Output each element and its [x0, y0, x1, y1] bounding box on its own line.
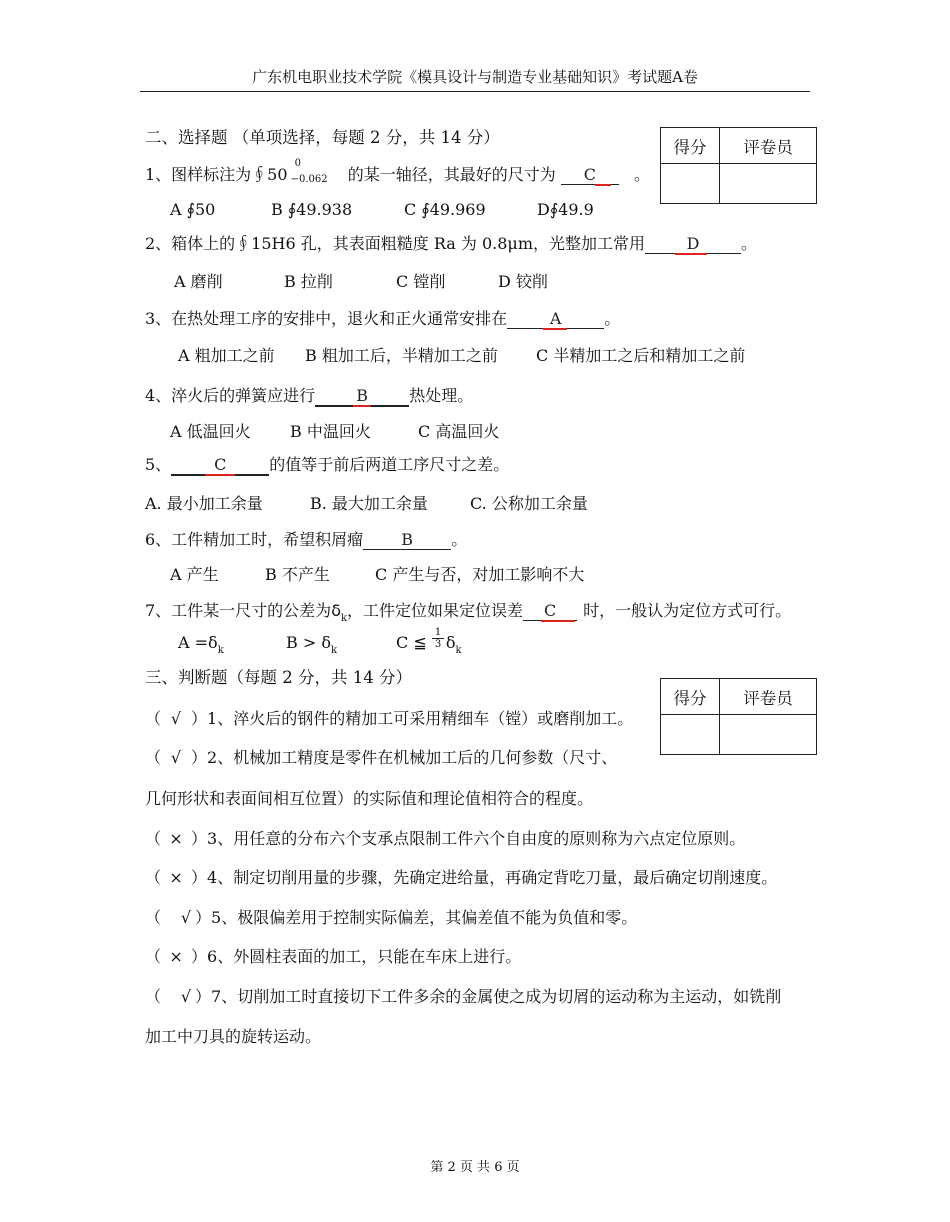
q3-option-b: B 粗加工后，半精加工之前: [305, 346, 498, 365]
q3-answer-blank[interactable]: [507, 309, 604, 329]
q6-answer-blank[interactable]: [363, 530, 451, 550]
question-2: 2、箱体上的∮15H6 孔，其表面粗糙度 Ra 为 0.8μm，光整加工常用 D 。: [145, 234, 758, 253]
header-rule: [140, 91, 810, 92]
q7-option-a: $A =\delta_k$: [178, 633, 224, 656]
grader-label: 评卷员: [720, 128, 817, 164]
judge-mark-3[interactable]: ×: [169, 829, 183, 848]
grader-cell[interactable]: [720, 715, 817, 755]
score-cell[interactable]: [661, 164, 720, 204]
question-5: 5、 C 的值等于前后两道工序尺寸之差。: [145, 455, 510, 474]
q1-option-a: A ∮50: [170, 200, 216, 219]
q1-answer-blank[interactable]: [561, 165, 619, 185]
red-mark: [353, 405, 371, 407]
q2-answer-blank[interactable]: [645, 234, 741, 254]
q1-tol-lower: −0.062: [290, 174, 328, 185]
judge-item-2-continued: 几何形状和表面间相互位置）的实际值和理论值相符合的程度。: [145, 789, 594, 808]
q2-option-b: B 拉削: [284, 272, 333, 291]
page-footer: 第 2 页 共 6 页: [430, 1160, 520, 1175]
q6-option-b: B 不产生: [265, 565, 330, 584]
q1-option-b: B ∮49.938: [271, 200, 353, 219]
q2-option-c: C 镗削: [396, 272, 446, 291]
judge-item-2: （ √ ）2、机械加工精度是零件在机械加工后的几何参数（尺寸、: [145, 748, 618, 767]
judge-item-6: （ × ）6、外圆柱表面的加工，只能在车床上进行。: [145, 947, 522, 966]
q5-option-c: C. 公称加工余量: [470, 494, 588, 513]
q4-option-c: C 高温回火: [418, 422, 500, 441]
q1-text: 1、图样标注为∮50: [145, 165, 288, 184]
q4-answer: B: [356, 386, 369, 405]
q3-option-c: C 半精加工之后和精加工之前: [536, 346, 746, 365]
judge-mark-7[interactable]: √: [180, 987, 192, 1006]
judge-item-4: （ × ）4、制定切削用量的步骤，先确定进给量，再确定背吃刀量，最后确定切削速度。: [145, 868, 778, 887]
q7-answer: C: [543, 601, 557, 620]
judge-item-7-continued: 加工中刀具的旋转运动。: [145, 1027, 322, 1046]
judge-item-5: （ √ ）5、极限偏差用于控制实际偏差，其偏差值不能为负值和零。: [145, 908, 638, 927]
question-1: 1、图样标注为∮50 0 −0.062 的某一轴径，其最好的尺寸为 C 。: [145, 158, 650, 185]
q3-option-a: A 粗加工之前: [178, 346, 275, 365]
score-label: 得分: [661, 679, 720, 715]
q7-answer-blank[interactable]: [523, 601, 577, 621]
q1-answer: C: [583, 165, 596, 184]
judge-mark-2[interactable]: √: [170, 748, 182, 767]
question-7: 7、工件某一尺寸的公差为$\delta_k$，工件定位如果定位误差 C 时，一般认为定位方式可行。: [145, 601, 792, 624]
q1-option-c: C ∮49.969: [404, 200, 486, 219]
q7-delta: δ: [331, 601, 341, 620]
question-6: 6、工件精加工时，希望积屑瘤 B 。: [145, 530, 468, 549]
judge-item-3: （ × ）3、用任意的分布六个支承点限制工件六个自由度的原则称为六点定位原则。: [145, 829, 746, 848]
q4-answer-blank[interactable]: [315, 386, 409, 407]
exam-header-title: 广东机电职业技术学院《模具设计与制造专业基础知识》考试题A卷: [252, 68, 698, 86]
q7-option-b: $B > \delta_k$: [286, 633, 338, 656]
q5-answer: C: [214, 455, 227, 474]
score-box-section3: [660, 678, 817, 755]
q4-option-b: B 中温回火: [290, 422, 371, 441]
score-label: 得分: [661, 128, 720, 164]
grader-cell[interactable]: [720, 164, 817, 204]
q2-answer: D: [686, 234, 700, 253]
red-mark: [541, 620, 575, 622]
section3-heading: 三、判断题（每题 2 分，共 14 分）: [145, 668, 412, 687]
red-mark: [205, 474, 235, 476]
q6-option-a: A 产生: [170, 565, 219, 584]
red-mark: [595, 184, 611, 186]
q6-option-c: C 产生与否，对加工影响不大: [375, 565, 585, 584]
q5-answer-blank[interactable]: [171, 455, 269, 476]
q4-option-a: A 低温回火: [170, 422, 251, 441]
q2-option-a: A 磨削: [174, 272, 223, 291]
q2-option-d: D 铰削: [498, 272, 548, 291]
judge-mark-6[interactable]: ×: [169, 947, 183, 966]
judge-mark-1[interactable]: √: [170, 709, 182, 728]
judge-item-7: （ √ ）7、切削加工时直接切下工件多余的金属使之成为切屑的运动称为主运动，如铣削: [145, 987, 782, 1006]
q5-option-a: A. 最小加工余量: [145, 494, 263, 513]
question-4: 4、淬火后的弹簧应进行 B 热处理。: [145, 386, 474, 405]
question-3: 3、在热处理工序的安排中，退火和正火通常安排在 A 。: [145, 309, 621, 328]
fraction-denominator: 3: [434, 639, 442, 650]
judge-mark-4[interactable]: ×: [169, 868, 183, 887]
q1-option-d: D∮49.9: [537, 200, 594, 219]
red-mark: [675, 253, 707, 255]
score-cell[interactable]: [661, 715, 720, 755]
section2-heading: 二、选择题 （单项选择，每题 2 分，共 14 分）: [145, 128, 500, 147]
judge-mark-5[interactable]: √: [180, 908, 192, 927]
q6-answer: B: [401, 530, 414, 549]
score-box-section2: [660, 127, 817, 204]
q7-option-c: C ≦ $\frac{1}{3}$ $\delta_k$: [396, 627, 462, 656]
grader-label: 评卷员: [720, 679, 817, 715]
q3-answer: A: [549, 309, 562, 328]
q5-option-b: B. 最大加工余量: [310, 494, 428, 513]
q1-tol-upper: 0: [294, 158, 302, 169]
fraction-numerator: 1: [434, 627, 442, 638]
judge-item-1: （ √ ）1、淬火后的钢件的精加工可采用精细车（镗）或磨削加工。: [145, 709, 634, 728]
red-mark: [543, 328, 567, 330]
